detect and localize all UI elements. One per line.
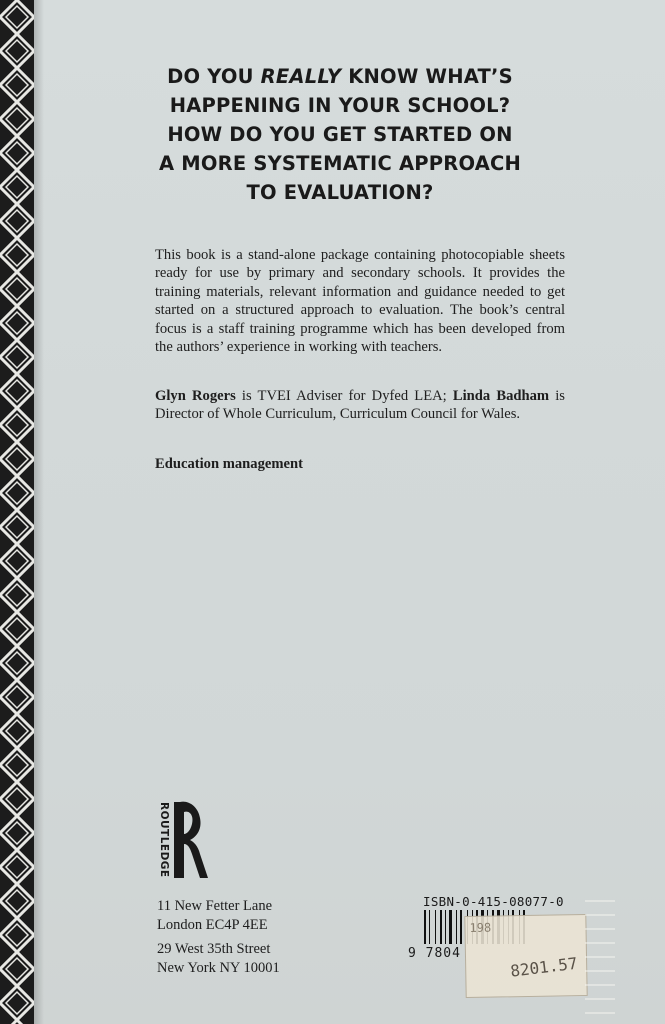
routledge-logo: [150, 798, 210, 883]
author-1-role: is TVEI Adviser for Dyfed LEA;: [235, 388, 453, 404]
spine-shadow: [34, 0, 44, 1024]
headline-1-line2: HAPPENING IN YOUR SCHOOL?: [169, 94, 511, 117]
cover-scuff-mark: [585, 900, 615, 1020]
headline-question-1: [120, 62, 560, 120]
uk-address: [157, 897, 272, 935]
author-2-role: is Director of Whole Curriculum, Curriculum Council for Wales.: [155, 388, 565, 423]
headline-1-before: DO YOU: [167, 65, 261, 88]
spine-pattern: [0, 0, 34, 1024]
us-address-line-2: New York NY 10001: [157, 960, 280, 976]
headline-question-2: [120, 120, 560, 207]
headline-1-after: KNOW WHAT’S: [341, 65, 513, 88]
barcode-digits: 9 7804: [408, 946, 461, 961]
headline-2-line3: TO EVALUATION?: [246, 181, 434, 204]
uk-address-line-2: London EC4P 4EE: [157, 917, 268, 933]
author-2-name: Linda Badham: [452, 388, 550, 404]
spine-lattice-graphic: [0, 0, 34, 1024]
subject-category: Education management: [155, 456, 303, 472]
us-address: [157, 940, 280, 978]
headline-1-emphasis: REALLY: [260, 65, 342, 88]
sticker-code: 198: [469, 920, 492, 935]
routledge-r-icon: [174, 802, 208, 878]
author-bios: [155, 387, 565, 424]
book-description: This book is a stand-alone package containing photocopiable sheets ready for use by primary and secondary schools. It provides the training materials, relevant information and guidance needed to get started on a structured approach to evaluation. The book’s central focus is a staff training programme which has been developed from the authors’ experience in working with teachers.: [155, 247, 565, 356]
sticker-price: 8201.57: [509, 953, 579, 981]
us-address-line-1: 29 West 35th Street: [157, 941, 271, 957]
uk-address-line-1: 11 New Fetter Lane: [157, 898, 273, 914]
headline-2-line2: A MORE SYSTEMATIC APPROACH: [158, 152, 522, 175]
price-sticker: [464, 914, 587, 998]
isbn-number: ISBN-0-415-08077-0: [423, 894, 564, 909]
headline-2-line1: HOW DO YOU GET STARTED ON: [167, 123, 513, 146]
author-1-name: Glyn Rogers: [155, 388, 236, 404]
routledge-logo-text: ROUTLEDGE: [158, 802, 170, 878]
